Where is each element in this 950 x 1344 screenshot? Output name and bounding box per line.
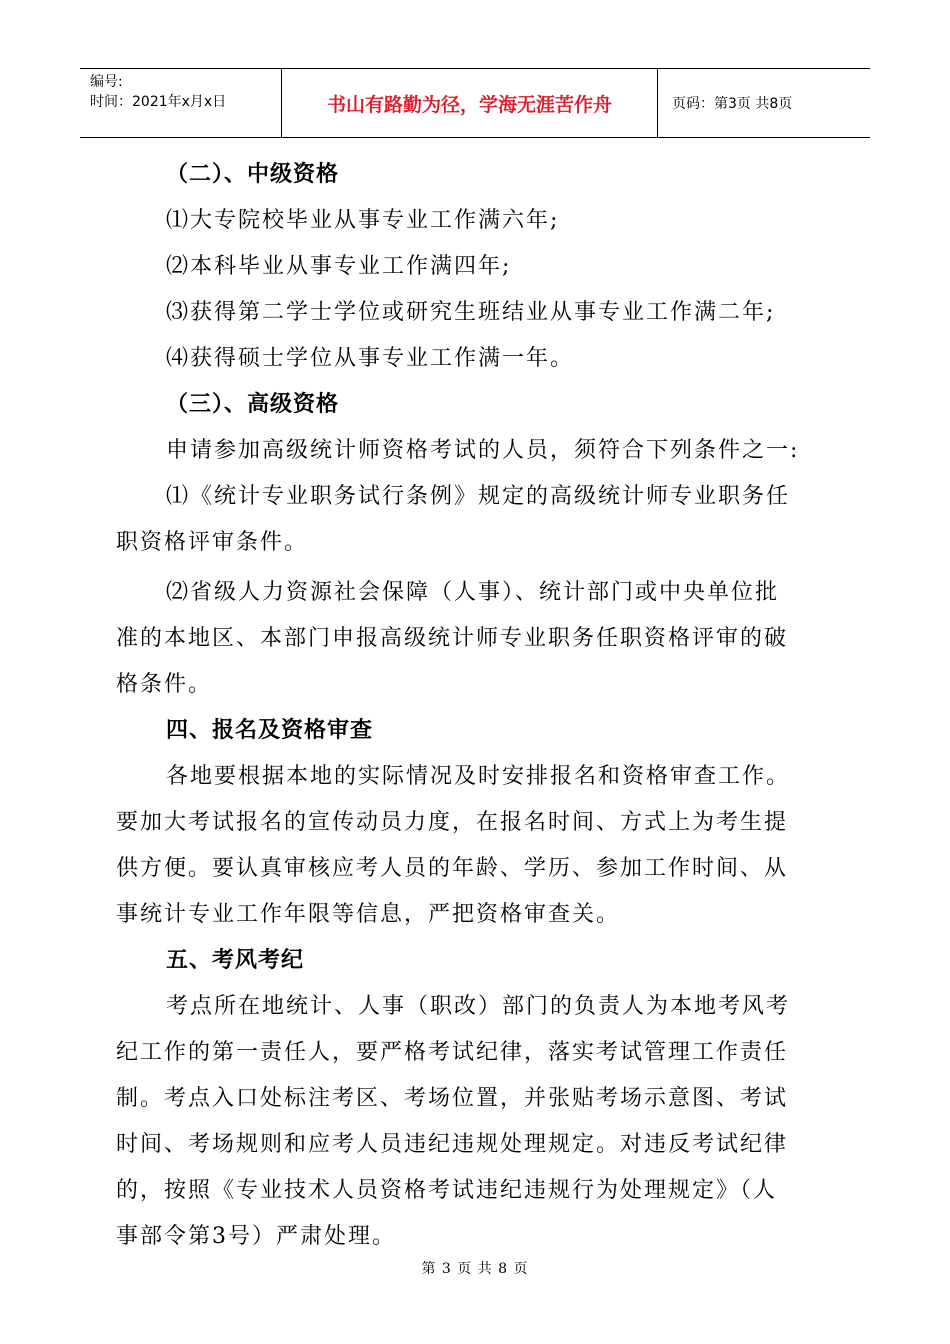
paragraph: ⑵省级人力资源社会保障（人事）、统计部门或中央单位批 <box>166 580 780 605</box>
header-page-number: 页码：第3页 共8页 <box>672 96 793 112</box>
paragraph: 各地要根据本地的实际情况及时安排报名和资格审查工作。 <box>166 764 791 789</box>
paragraph: ⑶获得第二学士学位或研究生班结业从事专业工作满二年; <box>166 300 776 325</box>
header-date: 时间：2021年x月x日 <box>90 94 227 110</box>
paragraph: ⑴《统计专业职务试行条例》规定的高级统计师专业职务任 <box>166 484 791 509</box>
header-number: 编号: <box>90 74 123 90</box>
paragraph: 纪工作的第一责任人，要严格考试纪律，落实考试管理工作责任 <box>116 1040 789 1065</box>
paragraph: ⑴大专院校毕业从事专业工作满六年; <box>166 208 560 233</box>
document-header <box>80 68 870 138</box>
paragraph: 职资格评审条件。 <box>116 530 309 555</box>
document-body <box>116 152 838 1260</box>
header-meta <box>80 69 282 137</box>
page-footer: 第 3 页 共 8 页 <box>421 1261 529 1277</box>
paragraph: ⑷获得硕士学位从事专业工作满一年。 <box>166 346 575 371</box>
heading-senior: （三）、高级资格 <box>166 392 340 417</box>
paragraph: ⑵本科毕业从事专业工作满四年; <box>166 254 512 279</box>
heading-intermediate: （二）、中级资格 <box>166 162 340 187</box>
paragraph: 考点所在地统计、人事（职改）部门的负责人为本地考风考 <box>166 994 791 1019</box>
paragraph: 事部令第3号）严肃处理。 <box>116 1224 396 1249</box>
paragraph: 准的本地区、本部门申报高级统计师专业职务任职资格评审的破 <box>116 626 789 651</box>
paragraph: 格条件。 <box>116 672 213 697</box>
paragraph: 申请参加高级统计师资格考试的人员，须符合下列条件之一: <box>166 438 800 463</box>
paragraph: 要加大考试报名的宣传动员力度，在报名时间、方式上为考生提 <box>116 810 789 835</box>
heading-registration: 四、报名及资格审查 <box>166 718 374 743</box>
heading-discipline: 五、考风考纪 <box>166 948 305 973</box>
paragraph: 的，按照《专业技术人员资格考试违纪违规行为处理规定》（人 <box>116 1178 778 1203</box>
header-motto: 书山有路勤为径，学海无涯苦作舟 <box>282 69 658 137</box>
paragraph: 制。考点入口处标注考区、考场位置，并张贴考场示意图、考试 <box>116 1086 789 1111</box>
paragraph: 事统计专业工作年限等信息，严把资格审查关。 <box>116 902 621 927</box>
paragraph: 供方便。要认真审核应考人员的年龄、学历、参加工作时间、从 <box>116 856 789 881</box>
paragraph: 时间、考场规则和应考人员违纪违规处理规定。对违反考试纪律 <box>116 1132 789 1157</box>
